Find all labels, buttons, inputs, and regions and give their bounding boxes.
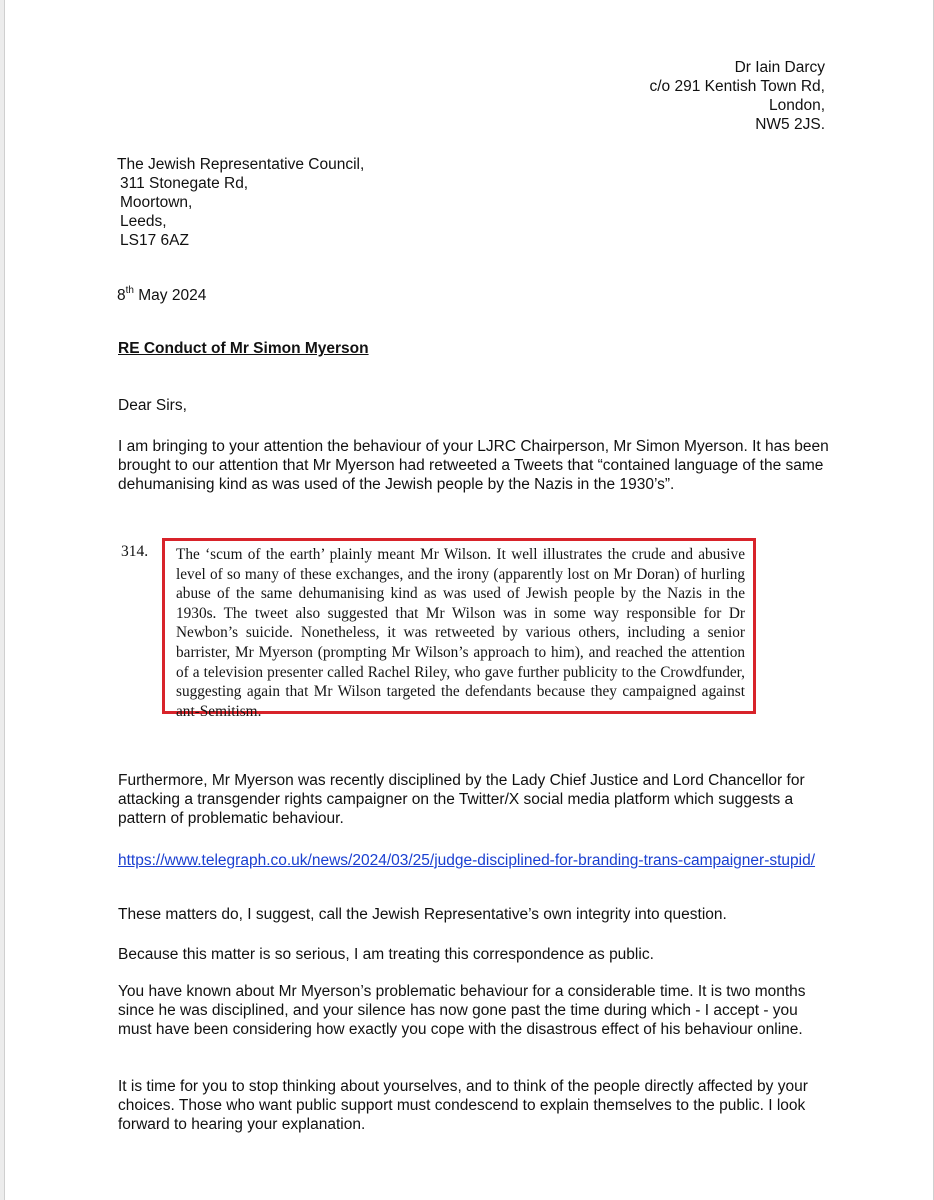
recipient-line: LS17 6AZ: [120, 232, 189, 249]
date-day: 8: [117, 287, 126, 305]
recipient-line: Leeds,: [120, 213, 167, 230]
judgment-quote-box: The ‘scum of the earth’ plainly meant Mr Wilson. It well illustrates the crude and abusive level of so many of these exchanges, and the irony (apparently lost on Mr Doran) of hurling abuse of the same dehumanising kind as was used of Jewish people by the Nazis in the 1930s. The tweet also suggested that Mr Wilson was in some way responsible for Dr Newbon’s suicide. Nonetheless, it was retweeted by various others, including a senior barrister, Mr Myerson (prompting Mr Wilson’s approach to him), and reached the attention of a television presenter called Rachel Riley, who gave further publicity to the Crowdfunder, suggesting again that Mr Wilson targeted the defendants because they campaigned against ant-Semitism.: [162, 538, 756, 714]
recipient-line: 311 Stonegate Rd,: [120, 175, 249, 192]
letter-date: [117, 286, 206, 305]
date-suffix: th: [125, 285, 134, 296]
salutation: Dear Sirs,: [118, 397, 187, 414]
recipient-address: [117, 155, 364, 250]
paragraph-intro: I am bringing to your attention the behaviour of your LJRC Chairperson, Mr Simon Myerson. It has been brought to our attention that Mr Myerson had retweeted a Tweets that “contained language of the same dehumanising kind as was used of the Jewish people by the Nazis in the 1930’s”.: [118, 438, 829, 493]
sender-address-line: London,: [768, 97, 825, 114]
paragraph-integrity: These matters do, I suggest, call the Jewish Representative’s own integrity into question.: [118, 906, 727, 923]
paragraph-silence: You have known about Mr Myerson’s problematic behaviour for a considerable time. It is two months since he was disciplined, and your silence has now gone past the time during which - I accept - you must have been considering how exactly you cope with the disastrous effect of his behaviour online.: [118, 983, 806, 1038]
sender-address-line: NW5 2JS.: [755, 116, 825, 133]
subject-line: RE Conduct of Mr Simon Myerson: [118, 340, 369, 357]
sender-address: [650, 58, 826, 134]
date-rest: May 2024: [133, 287, 207, 305]
sender-address-line: c/o 291 Kentish Town Rd,: [649, 78, 825, 95]
letter-page: [4, 0, 934, 1200]
paragraph-discipline: Furthermore, Mr Myerson was recently disciplined by the Lady Chief Justice and Lord Chancellor for attacking a transgender rights campaigner on the Twitter/X social media platform which suggests a pattern of problematic behaviour.: [118, 772, 805, 827]
quote-paragraph-number: 314.: [121, 543, 149, 560]
recipient-line: Moortown,: [120, 194, 193, 211]
sender-name: Dr Iain Darcy: [734, 59, 825, 76]
recipient-line: The Jewish Representative Council,: [117, 156, 365, 173]
paragraph-public: Because this matter is so serious, I am treating this correspondence as public.: [118, 946, 654, 963]
telegraph-article-link[interactable]: https://www.telegraph.co.uk/news/2024/03/25/judge-disciplined-for-branding-trans-campaigner-stupid/: [118, 852, 816, 869]
paragraph-closing: It is time for you to stop thinking about yourselves, and to think of the people directly affected by your choices. Those who want public support must condescend to explain themselves to the public. I look forward to hearing your explanation.: [118, 1078, 808, 1133]
